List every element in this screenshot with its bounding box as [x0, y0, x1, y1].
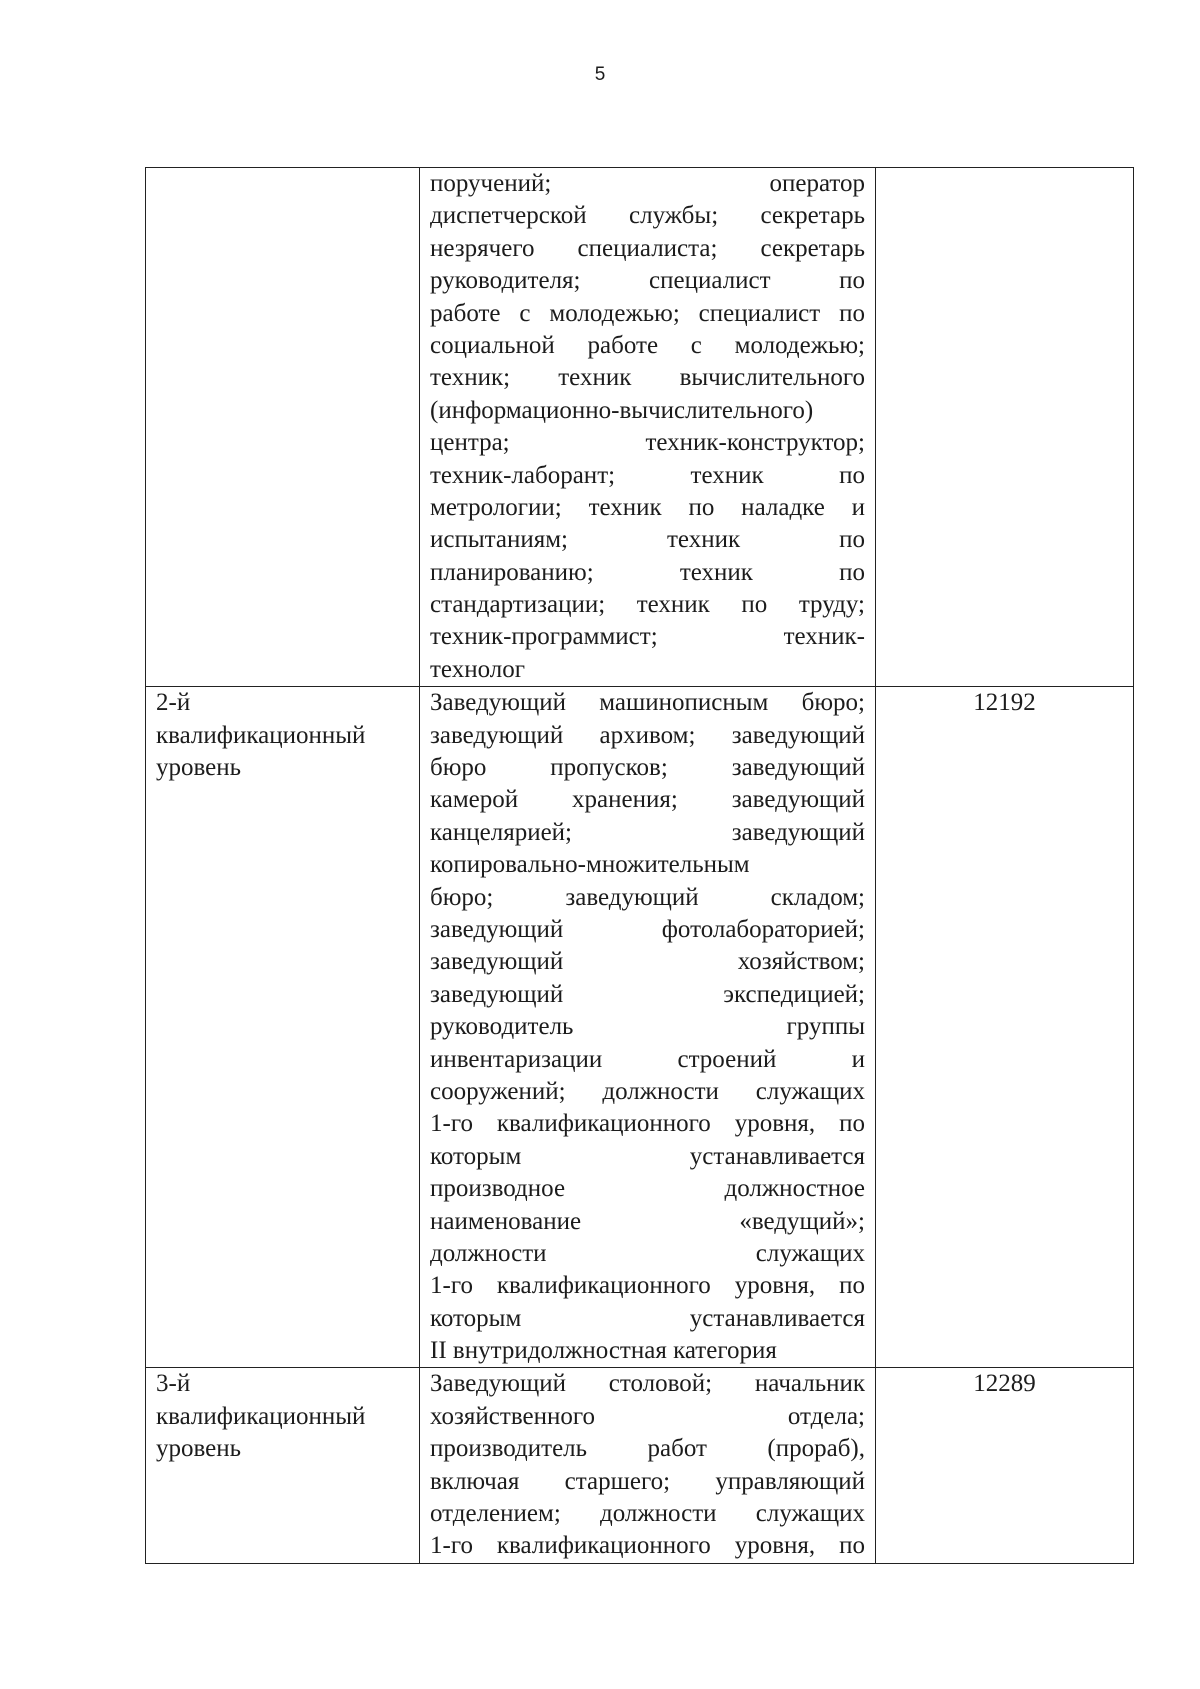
position-line: бюро пропусков; заведующий — [430, 754, 865, 782]
position-line: поручений; оператор — [430, 170, 865, 197]
position-line: включая старшего; управляющий — [430, 1467, 865, 1495]
qualification-level-line: квалификационный — [156, 1402, 366, 1430]
positions-cell — [420, 168, 876, 687]
position-line: техник; техник вычислительного — [430, 364, 865, 392]
qualification-level-line: уровень — [156, 1435, 242, 1463]
positions-cell — [420, 1368, 876, 1563]
position-line: наименование «ведущий»; — [430, 1207, 865, 1235]
table-row — [146, 168, 1134, 687]
position-line: отделением; должности служащих — [430, 1500, 865, 1528]
position-line: 1-го квалификационного уровня, по — [430, 1532, 865, 1560]
position-line: Заведующий машинописным бюро; — [430, 689, 865, 717]
position-line: II внутридолжностная категория — [430, 1337, 777, 1365]
position-line: хозяйственного отдела; — [430, 1402, 865, 1430]
qualification-level-cell — [146, 1368, 420, 1563]
position-line: 1-го квалификационного уровня, по — [430, 1272, 865, 1300]
position-line: стандартизации; техник по труду; — [430, 591, 865, 619]
position-line: должности служащих — [430, 1239, 865, 1267]
position-line: канцелярией; заведующий — [430, 818, 865, 846]
salary-cell — [876, 1368, 1134, 1563]
position-line: руководителя; специалист по — [430, 267, 865, 295]
position-line: незрячего специалиста; секретарь — [430, 234, 865, 262]
position-line: заведующий хозяйством; — [430, 948, 865, 976]
position-line: 1-го квалификационного уровня, по — [430, 1110, 865, 1138]
salary-value: 12192 — [973, 689, 1036, 717]
position-line: заведующий архивом; заведующий — [430, 721, 865, 749]
position-line: которым устанавливается — [430, 1142, 865, 1170]
qualification-level-cell — [146, 687, 420, 1368]
qualification-level-line: 2-й — [156, 689, 191, 717]
position-line: планированию; техник по — [430, 558, 865, 586]
salary-cell — [876, 687, 1134, 1368]
positions-cell — [420, 687, 876, 1368]
table-row — [146, 687, 1134, 1368]
position-line: работе с молодежью; специалист по — [430, 299, 865, 327]
position-line: социальной работе с молодежью; — [430, 331, 865, 359]
position-line: техник-лаборант; техник по — [430, 461, 865, 489]
position-line: камерой хранения; заведующий — [430, 786, 865, 814]
table-row — [146, 1368, 1134, 1563]
position-line: техник-программист; техник- — [430, 623, 865, 651]
position-line: заведующий фотолабораторией; — [430, 915, 865, 943]
position-line: центра; техник-конструктор; — [430, 429, 865, 457]
position-line: диспетчерской службы; секретарь — [430, 202, 865, 230]
position-line: Заведующий столовой; начальник — [430, 1370, 865, 1398]
qualification-level-line: уровень — [156, 754, 242, 782]
position-line: руководитель группы — [430, 1013, 865, 1041]
page-number: 5 — [594, 64, 606, 85]
position-line: технолог — [430, 655, 525, 683]
salary-value: 12289 — [973, 1370, 1036, 1398]
qualification-level-line: квалификационный — [156, 721, 366, 749]
qualification-table — [145, 167, 1134, 1564]
position-line: заведующий экспедицией; — [430, 980, 865, 1008]
position-line: сооружений; должности служащих — [430, 1077, 865, 1105]
salary-cell — [876, 168, 1134, 687]
position-line: испытаниям; техник по — [430, 526, 865, 554]
qualification-level-cell — [146, 168, 420, 687]
salary-value — [886, 168, 1123, 200]
position-line: бюро; заведующий складом; — [430, 883, 865, 911]
position-line: производное должностное — [430, 1175, 865, 1203]
position-line: (информационно-вычислительного) — [430, 396, 814, 424]
position-line: метрологии; техник по наладке и — [430, 493, 865, 521]
position-line: которым устанавливается — [430, 1304, 865, 1332]
qualification-level-line: 3-й — [156, 1370, 191, 1398]
position-line: копировально-множительным — [430, 851, 750, 879]
position-line: инвентаризации строений и — [430, 1045, 865, 1073]
position-line: производитель работ (прораб), — [430, 1435, 865, 1463]
